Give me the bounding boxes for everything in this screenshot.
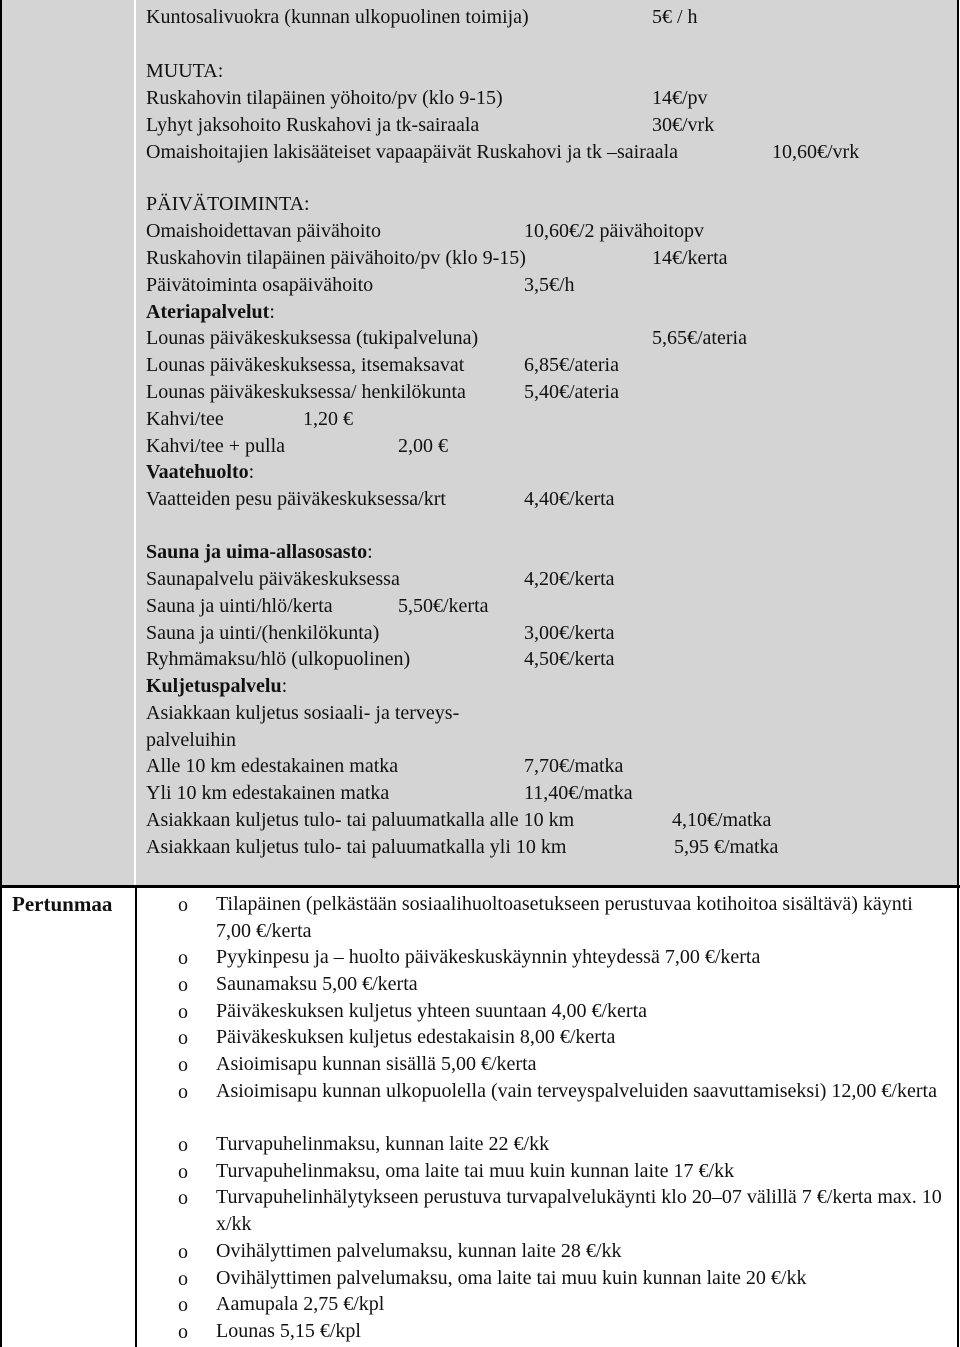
list-item-price: 7,70€/matka bbox=[524, 755, 624, 777]
list-item-price: 10,60€/2 päivähoitopv bbox=[524, 220, 704, 242]
bullet: o bbox=[178, 1241, 188, 1263]
list-item-label: Lounas päiväkeskuksessa (tukipalveluna) bbox=[146, 327, 479, 349]
vaate-heading: Vaatehuolto: bbox=[146, 461, 255, 483]
list-item-label: Omaishoidettavan päivähoito bbox=[146, 220, 381, 242]
list-item: Turvapuhelinmaksu, kunnan laite 22 €/kk bbox=[216, 1133, 550, 1155]
list-item: Ovihälyttimen palvelumaksu, oma laite tai muu kuin kunnan laite 20 €/kk bbox=[216, 1267, 807, 1289]
list-item-label: Lounas päiväkeskuksessa, itsemaksavat bbox=[146, 354, 465, 376]
kuljetus-intro: Asiakkaan kuljetus sosiaali- ja terveys- bbox=[146, 702, 460, 724]
bullet: o bbox=[178, 1294, 188, 1316]
bullet: o bbox=[178, 1161, 188, 1183]
list-item: Turvapuhelinmaksu, oma laite tai muu kuin kunnan laite 17 €/kk bbox=[216, 1160, 735, 1182]
list-item-label: Kahvi/tee + pulla bbox=[146, 435, 286, 457]
list-item-label: Päivätoiminta osapäivähoito bbox=[146, 274, 374, 296]
list-item: Ovihälyttimen palvelumaksu, kunnan laite 28 €/kk bbox=[216, 1240, 622, 1262]
list-item-label: Ruskahovin tilapäinen päivähoito/pv (klo 9-15) bbox=[146, 247, 526, 269]
list-item-price: 2,00 € bbox=[398, 435, 448, 457]
list-item-price: 4,10€/matka bbox=[672, 809, 772, 831]
list-item-price: 1,20 € bbox=[303, 408, 353, 430]
list-item-label: Saunapalvelu päiväkeskuksessa bbox=[146, 568, 400, 590]
bullet: o bbox=[178, 1001, 188, 1023]
list-item: Turvapuhelinhälytykseen perustuva turvapalvelukäynti klo 20–07 välillä 7 €/kerta max. 10 x/kk bbox=[216, 1186, 942, 1235]
list-item-label: Sauna ja uinti/hlö/kerta bbox=[146, 595, 333, 617]
kuntosali-label: Kuntosalivuokra (kunnan ulkopuolinen toimija) bbox=[146, 6, 529, 28]
list-item-label: Vaatteiden pesu päiväkeskuksessa/krt bbox=[146, 488, 446, 510]
kuntosali-price: 5€ / h bbox=[652, 6, 698, 28]
list-item-label: Lyhyt jaksohoito Ruskahovi ja tk-sairaala bbox=[146, 114, 480, 136]
list-item-price: 3,5€/h bbox=[524, 274, 575, 296]
list-item-price: 5,40€/ateria bbox=[524, 381, 619, 403]
bullet: o bbox=[178, 1187, 188, 1209]
list-item-label: Omaishoitajien lakisääteiset vapaapäivät Ruskahovi ja tk –sairaala bbox=[146, 141, 679, 163]
kuljetus-intro: palveluihin bbox=[146, 729, 236, 751]
table-border-left bbox=[0, 0, 2, 1347]
bullet: o bbox=[178, 947, 188, 969]
list-item-price: 30€/vrk bbox=[652, 114, 715, 136]
list-item: Asioimisapu kunnan ulkopuolella (vain terveyspalveluiden saavuttamiseksi) 12,00 €/kerta bbox=[216, 1080, 937, 1102]
bullet: o bbox=[178, 1081, 188, 1103]
list-item-price: 4,50€/kerta bbox=[524, 648, 615, 670]
list-item-price: 5,65€/ateria bbox=[652, 327, 747, 349]
municipality-cell-empty bbox=[0, 0, 136, 885]
list-item-price: 4,40€/kerta bbox=[524, 488, 615, 510]
list-item-label: Alle 10 km edestakainen matka bbox=[146, 755, 399, 777]
list-item: Lounas 5,15 €/kpl bbox=[216, 1320, 361, 1342]
row-divider bbox=[0, 885, 960, 888]
list-item-label: Lounas päiväkeskuksessa/ henkilökunta bbox=[146, 381, 466, 403]
municipality-name: Pertunmaa bbox=[12, 892, 113, 916]
list-item-price: 3,00€/kerta bbox=[524, 622, 615, 644]
bullet: o bbox=[178, 1268, 188, 1290]
list-item-price: 5,95 €/matka bbox=[674, 836, 779, 858]
list-item-label: Sauna ja uinti/(henkilökunta) bbox=[146, 622, 380, 644]
list-item-price: 14€/pv bbox=[652, 87, 708, 109]
list-item: Tilapäinen (pelkästään sosiaalihuoltoasetukseen perustuvaa kotihoitoa sisältävä) käynti 7,00 €/kerta bbox=[216, 893, 913, 942]
bullet: o bbox=[178, 1134, 188, 1156]
bullet: o bbox=[178, 1054, 188, 1076]
kuljetus-heading: Kuljetuspalvelu: bbox=[146, 675, 288, 697]
list-item-price: 4,20€/kerta bbox=[524, 568, 615, 590]
list-item-label: Asiakkaan kuljetus tulo- tai paluumatkalla alle 10 km bbox=[146, 809, 575, 831]
list-item: Päiväkeskuksen kuljetus yhteen suuntaan 4,00 €/kerta bbox=[216, 1000, 648, 1022]
list-item-label: Yli 10 km edestakainen matka bbox=[146, 782, 390, 804]
sauna-heading: Sauna ja uima-allasosasto: bbox=[146, 541, 373, 563]
list-item-label: Kahvi/tee bbox=[146, 408, 224, 430]
list-item: Aamupala 2,75 €/kpl bbox=[216, 1293, 385, 1315]
bullet: o bbox=[178, 894, 188, 916]
list-item-price: 5,50€/kerta bbox=[398, 595, 489, 617]
list-item: Päiväkeskuksen kuljetus edestakaisin 8,00 €/kerta bbox=[216, 1026, 616, 1048]
ateria-heading: Ateriapalvelut: bbox=[146, 301, 275, 323]
column-divider bbox=[135, 888, 137, 1347]
list-item: Saunamaksu 5,00 €/kerta bbox=[216, 973, 418, 995]
list-item: Pyykinpesu ja – huolto päiväkeskuskäynnin yhteydessä 7,00 €/kerta bbox=[216, 946, 761, 968]
list-item-price: 14€/kerta bbox=[652, 247, 728, 269]
list-item-label: Asiakkaan kuljetus tulo- tai paluumatkalla yli 10 km bbox=[146, 836, 567, 858]
bullet: o bbox=[178, 1027, 188, 1049]
muuta-heading: MUUTA: bbox=[146, 60, 224, 82]
list-item: Asioimisapu kunnan sisällä 5,00 €/kerta bbox=[216, 1053, 537, 1075]
paivatoiminta-heading: PÄIVÄTOIMINTA: bbox=[146, 193, 310, 215]
list-item-price: 6,85€/ateria bbox=[524, 354, 619, 376]
list-item-label: Ruskahovin tilapäinen yöhoito/pv (klo 9-15) bbox=[146, 87, 503, 109]
bullet: o bbox=[178, 1321, 188, 1343]
list-item-price: 11,40€/matka bbox=[524, 782, 633, 804]
bullet: o bbox=[178, 974, 188, 996]
table-border-right bbox=[957, 0, 959, 1347]
list-item-price: 10,60€/vrk bbox=[772, 141, 860, 163]
list-item-label: Ryhmämaksu/hlö (ulkopuolinen) bbox=[146, 648, 411, 670]
